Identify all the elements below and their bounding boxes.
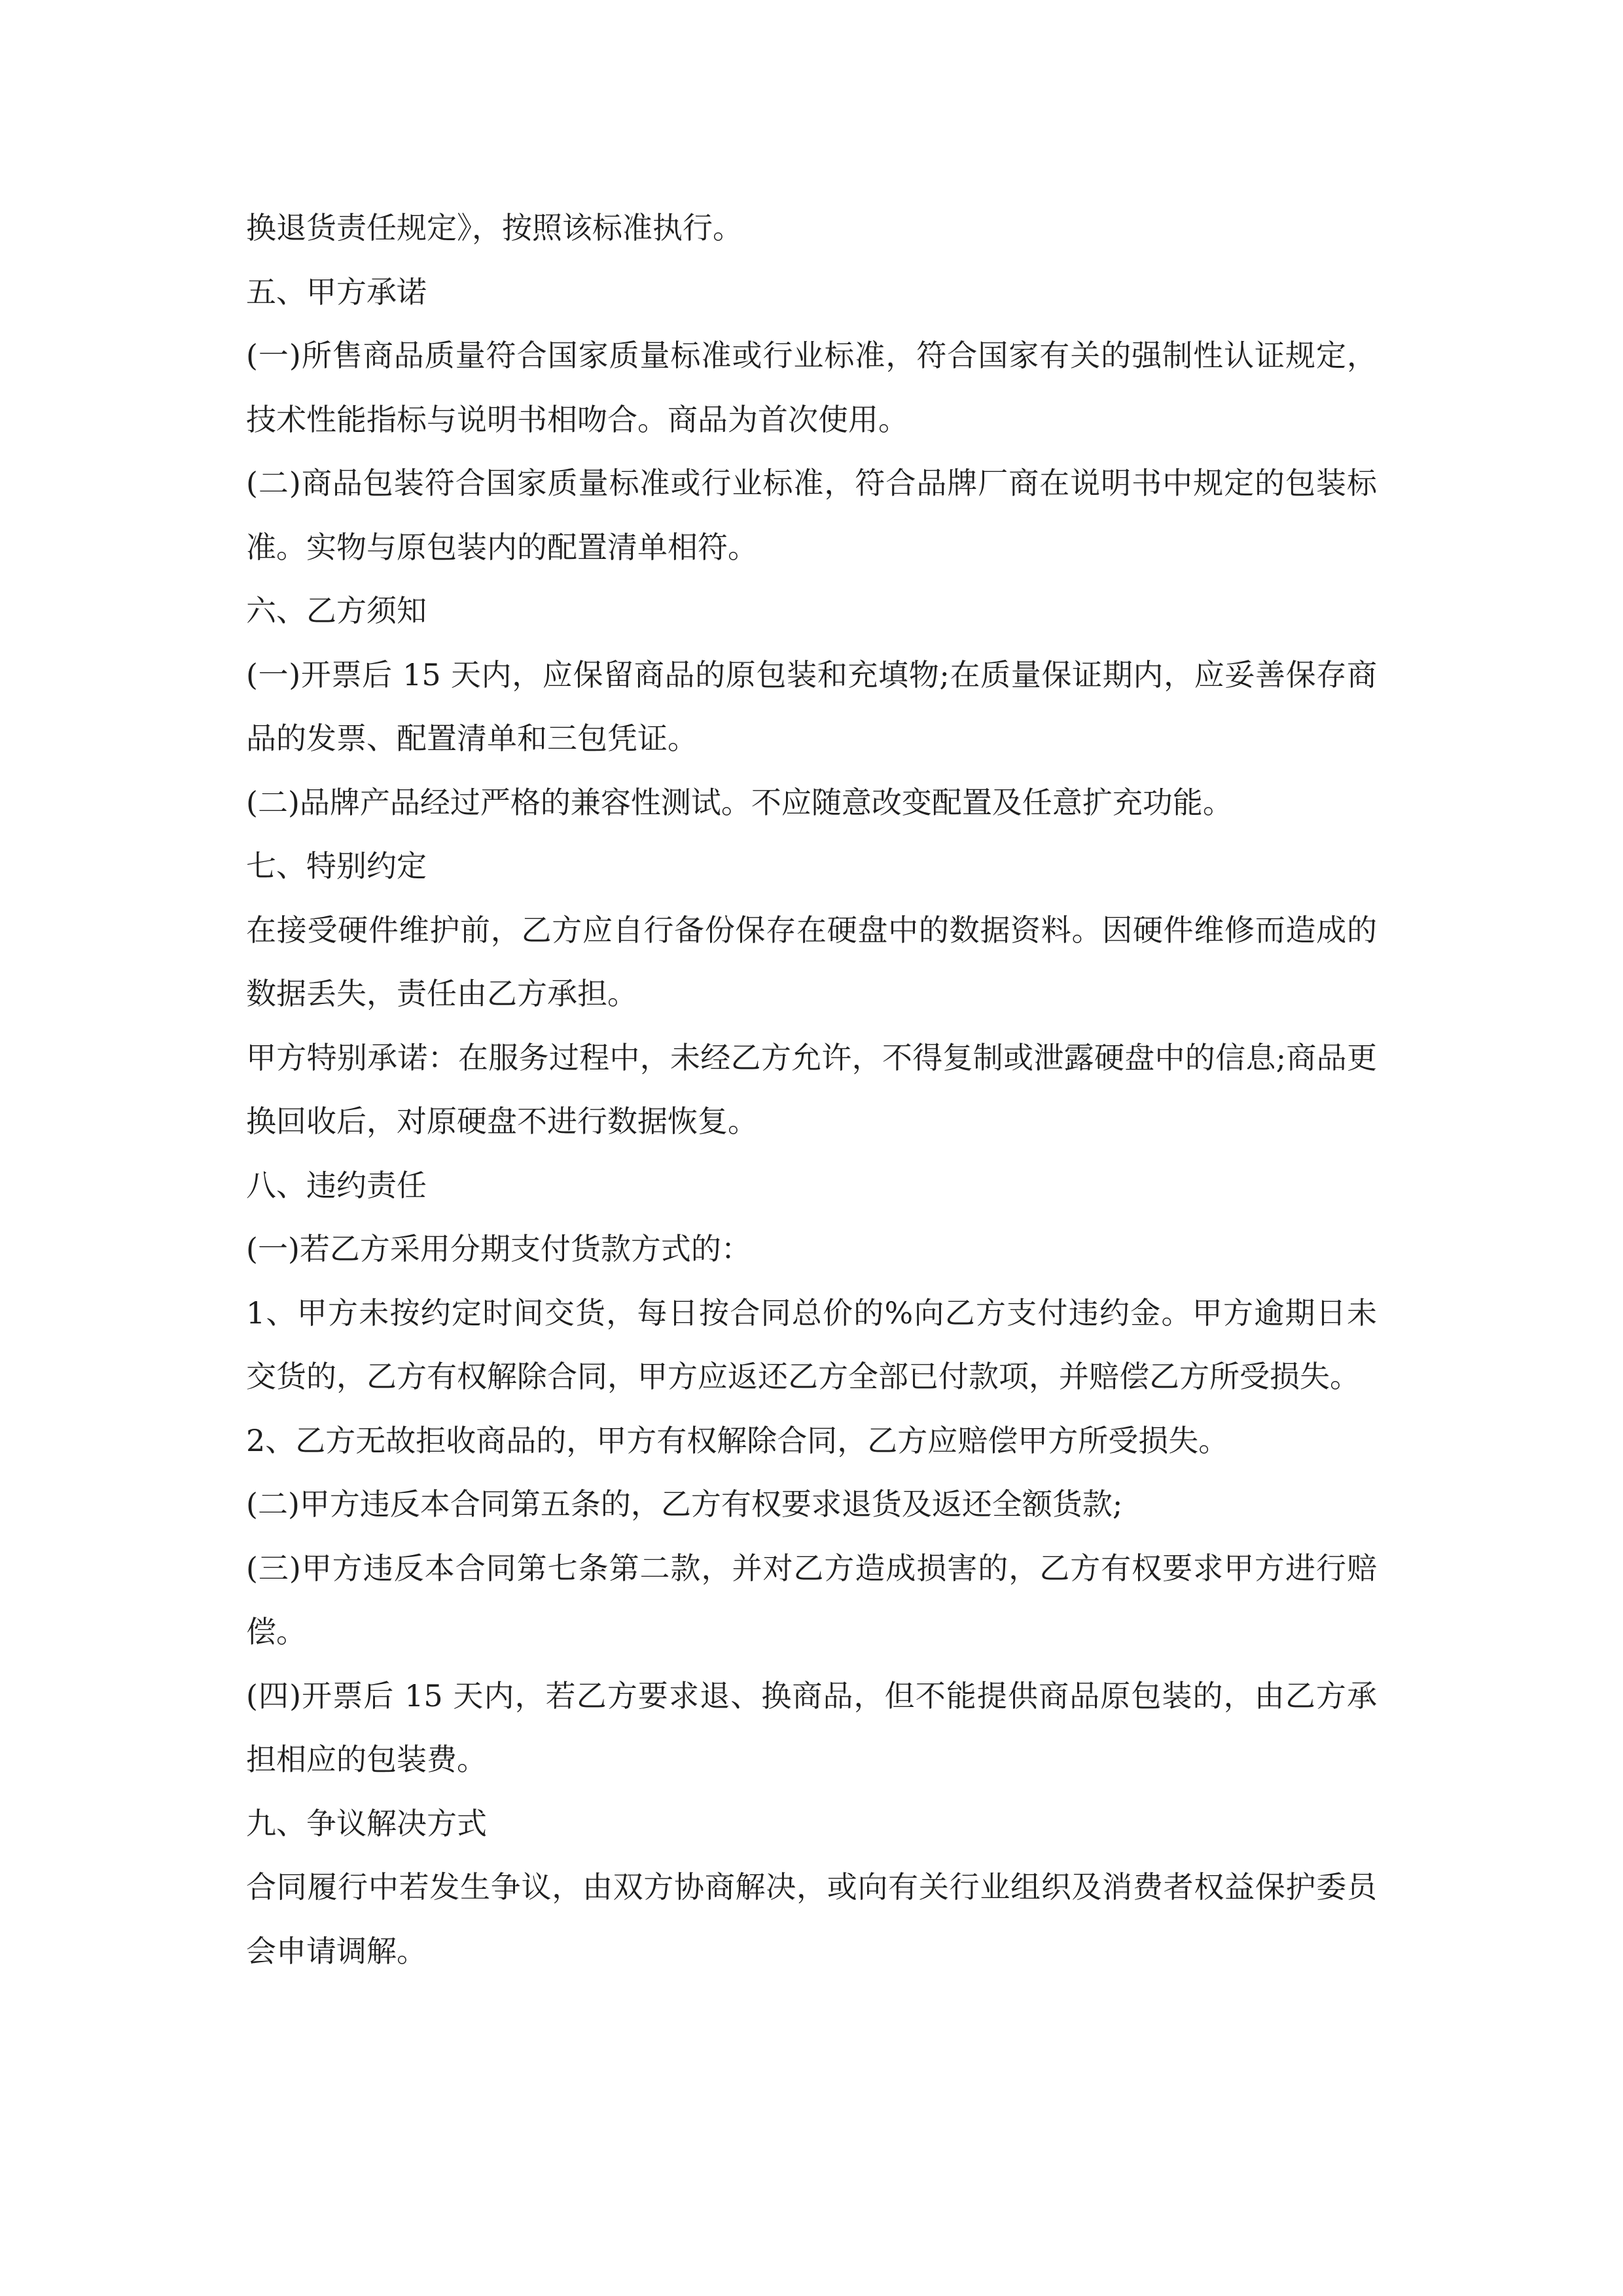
- section-heading-8: 八、违约责任: [246, 1167, 427, 1203]
- clause-5-2: (二)商品包装符合国家质量标准或行业标准，符合品牌厂商在说明书中规定的包装标准。实物与原包装内的配置清单相符。: [246, 465, 1377, 565]
- clause-8-3: (三)甲方违反本合同第七条第二款，并对乙方造成损害的，乙方有权要求甲方进行赔偿。: [246, 1550, 1377, 1649]
- section-heading-9: 九、争议解决方式: [246, 1805, 487, 1841]
- clause-5-1: (一)所售商品质量符合国家质量标准或行业标准，符合国家有关的强制性认证规定，技术性能指标与说明书相吻合。商品为首次使用。: [246, 338, 1377, 437]
- clause-8-1: (一)若乙方采用分期支付货款方式的：: [246, 1231, 751, 1266]
- clause-8-2: (二)甲方违反本合同第五条的，乙方有权要求退货及返还全额货款;: [246, 1486, 1123, 1522]
- contract-text: [246, 196, 1377, 1983]
- clause-8-1-1: 1、甲方未按约定时间交货，每日按合同总价的%向乙方支付违约金。甲方逾期日未交货的，乙方有权解除合同，甲方应返还乙方全部已付款项，并赔偿乙方所受损失。: [246, 1295, 1377, 1394]
- clause-6-1: (一)开票后 15 天内，应保留商品的原包装和充填物;在质量保证期内，应妥善保存商品的发票、配置清单和三包凭证。: [246, 656, 1377, 756]
- clause-7-2: 甲方特别承诺：在服务过程中，未经乙方允许，不得复制或泄露硬盘中的信息;商品更换回收后，对原硬盘不进行数据恢复。: [246, 1039, 1377, 1139]
- clause-8-4: (四)开票后 15 天内，若乙方要求退、换商品，但不能提供商品原包装的，由乙方承担相应的包装费。: [246, 1677, 1377, 1777]
- clause-9-1: 合同履行中若发生争议，由双方协商解决，或向有关行业组织及消费者权益保护委员会申请调解。: [246, 1869, 1377, 1969]
- section-heading-7: 七、特别约定: [246, 848, 427, 884]
- clause-7-1: 在接受硬件维护前，乙方应自行备份保存在硬盘中的数据资料。因硬件维修而造成的数据丢失，责任由乙方承担。: [246, 912, 1377, 1011]
- paragraph-continuation: 换退货责任规定》，按照该标准执行。: [246, 210, 743, 245]
- clause-8-1-2: 2、乙方无故拒收商品的，甲方有权解除合同，乙方应赔偿甲方所受损失。: [246, 1422, 1229, 1458]
- section-heading-6: 六、乙方须知: [246, 593, 427, 628]
- section-heading-5: 五、甲方承诺: [246, 274, 427, 310]
- clause-6-2: (二)品牌产品经过严格的兼容性测试。不应随意改变配置及任意扩充功能。: [246, 784, 1233, 820]
